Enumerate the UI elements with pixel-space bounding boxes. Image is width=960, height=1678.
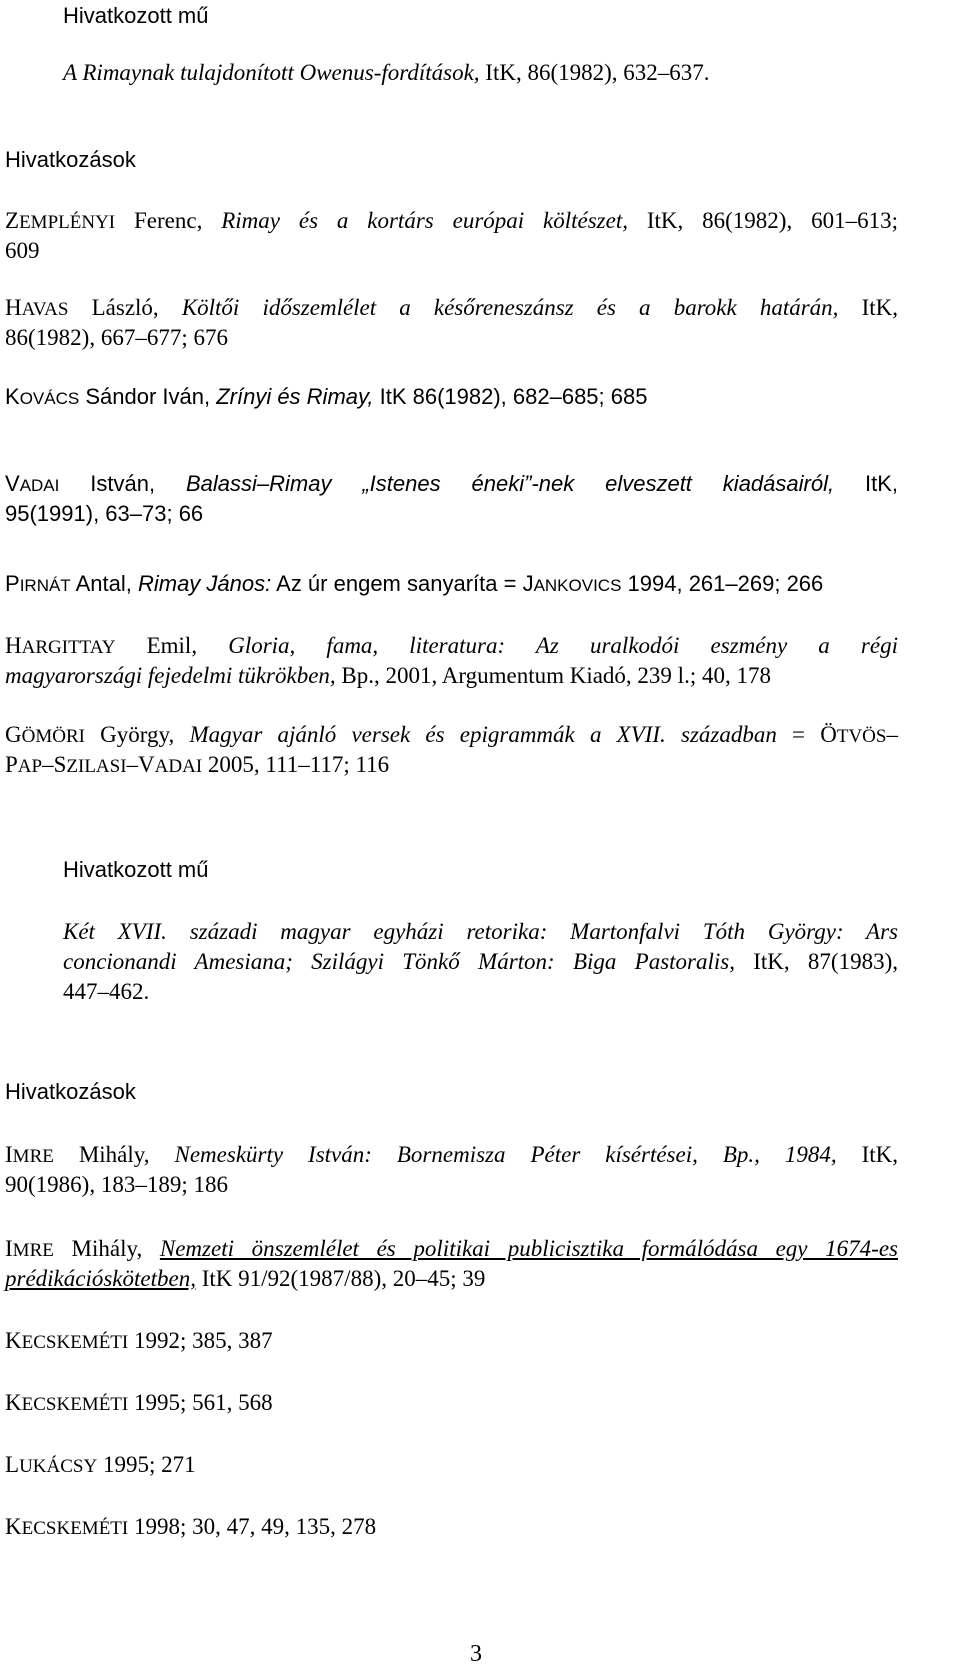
author-surname: ECSKEMÉTI [21,1394,129,1415]
reference-citation: 1998; 30, 47, 49, 135, 278 [128,1514,377,1539]
editor-initial: V [138,752,155,777]
editor-dash: – [42,752,54,777]
author-surname: IRNÁT [19,576,71,595]
author-surname: AVAS [21,299,69,320]
editor-initial: J [522,571,534,596]
reference-text: = [776,722,821,747]
referenced-work-line: Két XVII. századi magyar egyházi retorika: Martonfalvi Tóth György: Ars [63,919,898,944]
author-surname: UKÁCSY [19,1456,98,1477]
author-initial: I [5,1236,13,1261]
reference-citation: Bp., 2001, Argumentum Kiadó, 239 l.; 40, 178 [335,663,771,688]
reference-title-cont: prédikációskötetben, [5,1266,196,1291]
reference-line [5,1235,898,1265]
reference-line [5,1389,273,1419]
author-initial: P [5,571,20,596]
reference-line-cont: 609 [5,238,40,263]
author-firstname: Mihály, [53,1236,160,1261]
editor-surname: ADAI [154,756,203,777]
reference-citation: 1995; 271 [97,1452,196,1477]
reference-title-cont: magyarországi fejedelmi tükrökben, [5,663,336,688]
author-initial: K [5,1328,22,1353]
reference-citation: ItK 86(1982), 682–685; 685 [373,384,648,409]
editor-surname: TVÖS [836,726,887,747]
reference-title: Rimay János: [137,571,272,596]
reference-title: Balassi–Rimay „Istenes éneki”-nek elveszett kiadásairól, [185,471,835,496]
editor-surname: ZILASI [66,756,127,777]
reference-citation: 1995; 561, 568 [128,1390,273,1415]
author-initial: Z [5,208,20,233]
reference-line [5,570,823,600]
author-firstname: Antal, [70,571,138,596]
reference-line [5,383,647,413]
reference-title: Nemeskürty István: Bornemisza Péter kísértései, Bp., 1984, [174,1142,837,1167]
author-surname: ECSKEMÉTI [21,1518,129,1539]
reference-line [5,1141,898,1171]
reference-line [5,632,898,662]
author-initial: K [5,384,20,409]
author-initial: V [5,471,20,496]
author-firstname: István, [59,471,186,496]
work-title-cont: concionandi Amesiana; Szilágyi Tönkő Márton: Biga Pastoralis, [63,949,735,974]
author-initial: H [5,295,22,320]
reference-title: Gloria, fama, literatura: Az uralkodói eszmény a régi [228,633,898,658]
page-number: 3 [470,1641,482,1667]
reference-title: Magyar ajánló versek és epigrammák a XVII. században [189,722,777,747]
reference-line [5,470,898,500]
section-heading-references: Hivatkozások [5,147,136,172]
editor-surname: ANKOVICS [533,576,622,595]
reference-citation: ItK 91/92(1987/88), 20–45; 39 [195,1266,486,1291]
author-initial: H [5,633,22,658]
author-initial: G [5,722,22,747]
reference-title: Nemzeti önszemlélet és politikai publicisztika formálódása egy 1674-es [159,1236,898,1261]
editor-initial: S [53,752,67,777]
referenced-work-line: 447–462. [63,979,150,1004]
author-firstname: Sándor Iván, [79,384,217,409]
work-citation: ItK, 86(1982), 632–637. [479,60,710,85]
referenced-work-entry [63,59,710,87]
author-initial: K [5,1514,22,1539]
editor-dash: – [126,752,139,777]
author-initial: K [5,1390,22,1415]
reference-citation: 1992; 385, 387 [128,1328,273,1353]
section-heading-referenced-work: Hivatkozott mű [63,3,209,28]
reference-line-cont [5,662,771,690]
reference-citation: 1994, 261–269; 266 [621,571,824,596]
reference-line [5,294,898,324]
author-firstname: Emil, [115,633,229,658]
work-citation: ItK, 87(1983), [734,949,898,974]
author-surname: OVÁCS [19,389,80,408]
reference-line [5,1327,273,1357]
work-title: A Rimaynak tulajdonított Owenus-fordítások, [63,60,480,85]
editor-initial: P [5,752,18,777]
reference-line-cont: 95(1991), 63–73; 66 [5,501,204,526]
reference-title: Zrínyi és Rimay, [216,384,374,409]
author-initial: L [5,1452,20,1477]
reference-line-cont: 90(1986), 183–189; 186 [5,1172,228,1197]
reference-citation: ItK, [838,295,898,320]
reference-citation: 2005, 111–117; 116 [202,752,390,777]
editor-dash: – [886,722,898,747]
author-surname: MRE [12,1146,54,1167]
reference-title: Költői időszemlélet a későreneszánsz és a barokk határán, [181,295,839,320]
author-surname: MRE [12,1240,54,1261]
reference-title: Rimay és a kortárs európai költészet, [221,208,628,233]
reference-citation: ItK, [834,471,898,496]
author-firstname: Ferenc, [115,208,222,233]
author-firstname: György, [84,722,190,747]
section-heading-references: Hivatkozások [5,1079,136,1104]
reference-line [5,1451,196,1481]
reference-line [5,1513,376,1543]
reference-text: Az úr engem sanyaríta = [271,571,523,596]
author-surname: ÖMÖRI [21,726,85,747]
author-initial: I [5,1142,13,1167]
reference-citation: ItK, 86(1982), 601–613; [627,208,898,233]
section-heading-referenced-work: Hivatkozott mű [63,857,209,882]
author-firstname: Mihály, [53,1142,175,1167]
reference-line [5,721,898,751]
reference-line-cont [5,751,389,781]
editor-initial: Ö [820,722,837,747]
author-surname: ADAI [19,476,60,495]
referenced-work-line [63,948,898,976]
author-surname: EMPLÉNYI [19,212,116,233]
reference-line-cont [5,1265,485,1293]
reference-line [5,207,898,237]
reference-line-cont: 86(1982), 667–677; 676 [5,325,228,350]
editor-surname: AP [17,756,43,777]
author-firstname: László, [68,295,182,320]
author-surname: ECSKEMÉTI [21,1332,129,1353]
author-surname: ARGITTAY [21,637,116,658]
reference-citation: ItK, [836,1142,898,1167]
